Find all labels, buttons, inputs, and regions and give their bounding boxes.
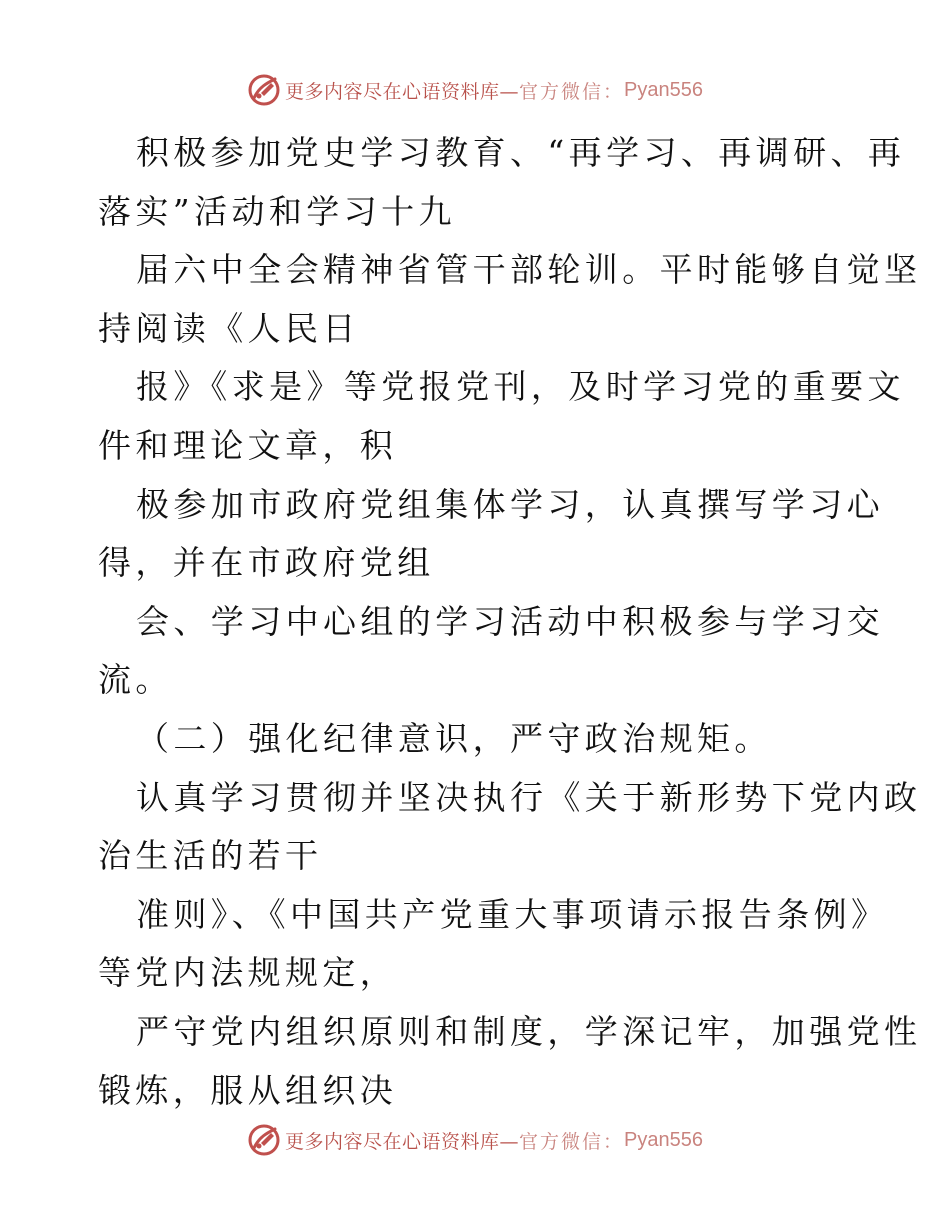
body-line: 得，并在市政府党组 (98, 543, 435, 583)
wechat-label: 官方微信： (519, 80, 625, 103)
pen-swirl-logo-icon (247, 73, 281, 107)
wechat-id: Pyan556 (624, 1128, 703, 1151)
header-watermark-banner (0, 70, 950, 110)
body-line: 严守党内组织原则和制度，学深记牢，加强党性 (136, 1011, 922, 1051)
body-line: 报》《求是》等党报党刊，及时学习党的重要文 (136, 367, 905, 407)
wechat-label: 官方微信： (519, 1130, 625, 1153)
body-line: 认真学习贯彻并坚决执行《关于新形势下党内政 (136, 777, 922, 817)
body-line: 积极参加党史学习教育、“再学习、再调研、再 (136, 133, 906, 172)
body-line: 等党内法规规定， (98, 953, 398, 993)
section-heading: （二）强化纪律意识，严守政治规矩。 (136, 718, 772, 758)
body-line: 治生活的若干 (98, 836, 323, 876)
body-line: 届六中全会精神省管干部轮训。平时能够自觉坚 (136, 250, 922, 290)
wechat-id: Pyan556 (624, 78, 703, 101)
body-line: 极参加市政府党组集体学习，认真撰写学习心 (136, 484, 884, 524)
body-line: 准则》、《中国共产党重大事项请示报告条例》 (136, 894, 889, 934)
body-line: 流。 (98, 660, 173, 700)
body-line: 持阅读《人民日 (98, 308, 360, 348)
document-body (98, 124, 922, 1120)
watermark-text: 更多内容尽在心语资料库— (285, 1130, 520, 1153)
body-line: 落实”活动和学习十九 (98, 191, 456, 231)
footer-watermark-banner (0, 1120, 950, 1160)
pen-swirl-logo-icon (247, 1123, 281, 1157)
body-line: 锻炼，服从组织决 (98, 1070, 398, 1110)
watermark-text: 更多内容尽在心语资料库— (285, 80, 520, 103)
body-line: 会、学习中心组的学习活动中积极参与学习交 (136, 601, 884, 641)
body-line: 件和理论文章，积 (98, 425, 398, 465)
